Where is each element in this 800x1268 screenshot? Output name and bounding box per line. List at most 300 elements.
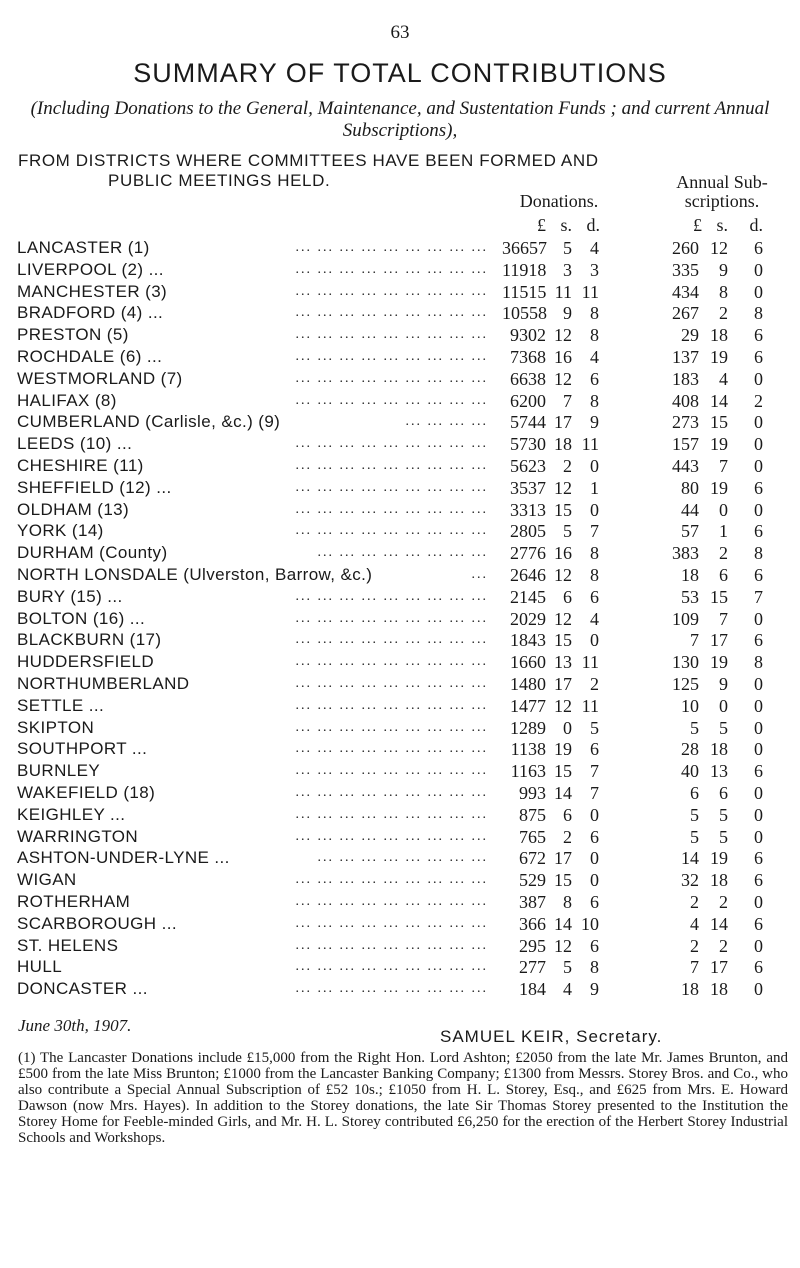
donations-header: Donations.: [519, 191, 599, 211]
donations-pence: 0: [590, 630, 599, 651]
donations-pounds: 6200: [510, 390, 546, 411]
table-row: [0, 826, 800, 848]
annual-pence: 6: [754, 957, 763, 978]
annual-shillings: 0: [719, 695, 728, 716]
donations-pence: 6: [590, 935, 599, 956]
table-row: [0, 738, 800, 760]
donations-pounds: 277: [519, 957, 546, 978]
donations-pounds: 2145: [510, 586, 546, 607]
annual-shillings: 18: [710, 870, 728, 891]
donations-pence: 6: [590, 892, 599, 912]
annual-shillings: 7: [719, 456, 728, 476]
donations-shillings: 15: [554, 761, 572, 782]
donations-pence: 7: [590, 521, 599, 542]
annual-pence: 0: [754, 935, 763, 956]
annual-pounds: 273: [672, 412, 699, 433]
donations-shillings: 5: [563, 238, 572, 258]
district-name: HALIFAX (8): [17, 390, 117, 410]
annual-shillings: 18: [710, 739, 728, 760]
annual-pence: 0: [754, 281, 763, 302]
district-name: WIGAN: [17, 870, 77, 890]
district-name: SHEFFIELD (12) ...: [17, 477, 172, 497]
leader-dots: ... ... ... ... ... ... ... ... ...: [295, 349, 488, 364]
donations-shillings: 19: [554, 739, 572, 760]
district-name: KEIGHLEY ...: [17, 804, 126, 824]
annual-shillings: 19: [710, 477, 728, 498]
annual-pence: 0: [754, 499, 763, 520]
leader-dots: ... ... ... ... ... ... ... ... ...: [295, 741, 488, 757]
annual-shillings: 17: [710, 957, 728, 978]
annual-pounds: 2: [690, 892, 699, 912]
annual-pounds: 434: [672, 281, 699, 302]
table-row: [0, 346, 800, 368]
district-name: DONCASTER ...: [17, 979, 148, 999]
annual-pence: 0: [754, 979, 763, 1000]
annual-pounds: 109: [672, 608, 699, 629]
district-name: WESTMORLAND (7): [17, 368, 183, 388]
table-row: [0, 586, 800, 608]
donations-shillings: 3: [563, 259, 572, 280]
annual-pounds: 53: [681, 586, 699, 607]
district-name: WAKEFIELD (18): [17, 783, 156, 802]
table-row: [0, 695, 800, 717]
annual-pound-unit: £: [693, 215, 702, 235]
donations-shillings: 16: [554, 347, 572, 367]
table-row: [0, 368, 800, 390]
district-name: BURNLEY: [17, 761, 101, 781]
table-row: [0, 455, 800, 477]
district-name: LEEDS (10) ...: [17, 434, 133, 454]
leader-dots: ... ... ... ... ... ... ... ... ...: [295, 676, 488, 691]
leader-dots: ... ... ... ... ... ... ... ... ...: [295, 697, 488, 713]
annual-subscriptions-header-line-2: scriptions.: [684, 191, 760, 211]
annual-shillings: 14: [710, 913, 728, 934]
table-row: [0, 760, 800, 782]
annual-shillings: 5: [719, 804, 728, 825]
annual-shillings: 1: [719, 521, 728, 542]
donations-shillings: 17: [554, 848, 572, 869]
annual-pence: 0: [754, 826, 763, 847]
donations-shillings: 12: [554, 477, 572, 498]
donations-pence: 1: [590, 477, 599, 498]
table-row: [0, 869, 800, 891]
annual-pounds: 5: [690, 804, 699, 825]
annual-pounds: 2: [690, 935, 699, 956]
donations-shillings: 2: [563, 826, 572, 847]
leader-dots: ... ... ... ... ... ... ... ... ...: [295, 632, 488, 648]
leader-dots: ... ... ... ... ... ... ... ... ...: [295, 458, 488, 473]
donations-pence: 8: [590, 565, 599, 585]
donations-shillings: 12: [554, 368, 572, 389]
district-name: CUMBERLAND (Carlisle, &c.) (9): [17, 412, 281, 432]
leader-dots: ... ... ... ... ... ... ... ... ...: [295, 588, 488, 604]
annual-shillings: 17: [710, 630, 728, 651]
donations-pence: 0: [590, 456, 599, 476]
district-name: ROCHDALE (6) ...: [17, 347, 163, 366]
donations-shillings: 5: [563, 957, 572, 978]
annual-pence: 6: [754, 347, 763, 367]
donations-pounds: 5744: [510, 412, 546, 433]
annual-pence: 6: [754, 848, 763, 869]
donations-pounds: 1289: [510, 717, 546, 738]
donations-pence: 4: [590, 347, 599, 367]
district-name: BLACKBURN (17): [17, 630, 162, 650]
annual-pounds: 4: [690, 913, 699, 934]
table-row: [0, 477, 800, 499]
leader-dots: ... ... ... ...: [405, 414, 488, 430]
annual-pounds: 10: [681, 695, 699, 716]
annual-pence: 6: [754, 870, 763, 891]
donations-pence: 0: [590, 804, 599, 825]
annual-pence: 0: [754, 456, 763, 476]
leader-dots: ... ... ... ... ... ... ... ... ...: [295, 261, 488, 277]
leader-dots: ... ... ... ... ... ... ... ... ...: [295, 392, 488, 408]
district-name: LIVERPOOL (2) ...: [17, 259, 164, 279]
table-row: [0, 891, 800, 913]
donations-pounds: 387: [519, 892, 546, 912]
donations-pence: 2: [590, 674, 599, 694]
annual-pence: 6: [754, 630, 763, 651]
annual-pounds: 383: [672, 543, 699, 564]
donations-pounds: 529: [519, 870, 546, 891]
annual-pounds: 125: [672, 674, 699, 694]
donations-pence: 5: [590, 717, 599, 738]
donations-shillings: 6: [563, 586, 572, 607]
donations-pounds: 184: [519, 979, 546, 1000]
leader-dots: ... ... ... ... ... ... ... ... ...: [295, 785, 488, 800]
donations-pounds: 1660: [510, 652, 546, 673]
intro-line-2: PUBLIC MEETINGS HELD.: [108, 171, 331, 190]
annual-pounds: 57: [681, 521, 699, 542]
annual-pence: 8: [754, 652, 763, 673]
donations-pence: 6: [590, 739, 599, 760]
donations-pence: 7: [590, 783, 599, 803]
annual-pence: 6: [754, 521, 763, 542]
donations-pence: 11: [581, 281, 599, 302]
donations-pounds: 2646: [510, 565, 546, 585]
annual-pence: 0: [754, 608, 763, 629]
annual-pence: 0: [754, 259, 763, 280]
table-row: [0, 935, 800, 957]
annual-subscriptions-header-line-1: Annual Sub-: [676, 172, 768, 192]
table-row: [0, 673, 800, 695]
donations-pence: 9: [590, 979, 599, 1000]
donations-pounds: 36657: [502, 238, 547, 258]
district-name: SOUTHPORT ...: [17, 739, 148, 759]
donations-pounds: 2776: [510, 543, 546, 564]
annual-shillings: 4: [719, 368, 728, 389]
district-name: MANCHESTER (3): [17, 281, 168, 301]
district-name: SKIPTON: [17, 717, 95, 737]
table-row: [0, 608, 800, 630]
annual-shillings: 9: [719, 674, 728, 694]
annual-shillings: 6: [719, 565, 728, 585]
donations-pounds: 1843: [510, 630, 546, 651]
leader-dots: ... ... ... ... ... ... ... ... ...: [295, 370, 488, 386]
donations-pence: 7: [590, 761, 599, 782]
page-subtitle: (Including Donations to the General, Maintenance, and Sustentation Funds ; and current Annual Subscriptions),: [30, 98, 770, 141]
donations-pounds: 1163: [510, 761, 546, 782]
donations-pounds: 993: [519, 783, 546, 803]
donations-shillings: 15: [554, 499, 572, 520]
annual-pounds: 267: [672, 303, 699, 324]
table-row: [0, 629, 800, 651]
donations-pounds: 366: [519, 913, 546, 934]
leader-dots: ... ... ... ... ... ... ... ... ...: [295, 501, 488, 517]
donations-shillings: 7: [563, 390, 572, 411]
donations-pounds: 875: [519, 804, 546, 825]
annual-pence: 6: [754, 761, 763, 782]
annual-pence: 2: [754, 390, 763, 411]
annual-pounds: 29: [681, 325, 699, 346]
annual-pounds: 18: [681, 979, 699, 1000]
annual-pence: 6: [754, 238, 763, 258]
annual-pounds: 44: [681, 499, 699, 520]
leader-dots: ... ... ... ... ... ... ... ... ...: [295, 937, 488, 953]
donations-pounds: 10558: [502, 303, 547, 324]
annual-pounds: 408: [672, 390, 699, 411]
annual-shillings: 2: [719, 935, 728, 956]
donations-pence: 4: [590, 238, 599, 258]
donations-pounds: 672: [519, 848, 546, 869]
donations-pence: 0: [590, 499, 599, 520]
donations-shillings: 15: [554, 630, 572, 651]
donations-shillings: 8: [563, 892, 572, 912]
annual-pounds: 5: [690, 826, 699, 847]
annual-pounds: 7: [690, 957, 699, 978]
annual-pence: 0: [754, 695, 763, 716]
annual-shillings: 7: [719, 608, 728, 629]
district-name: PRESTON (5): [17, 325, 129, 345]
donations-shillings: 12: [554, 935, 572, 956]
report-date: June 30th, 1907.: [18, 1016, 132, 1035]
donations-pounds: 2805: [510, 521, 546, 542]
district-name: YORK (14): [17, 521, 104, 541]
leader-dots: ... ... ... ... ... ... ... ... ...: [295, 283, 488, 299]
donations-pounds: 3537: [510, 477, 546, 498]
district-name: BRADFORD (4) ...: [17, 303, 164, 323]
donations-shillings: 0: [563, 717, 572, 738]
donations-pounds: 1477: [510, 695, 546, 716]
annual-pence: 0: [754, 892, 763, 912]
donations-pence-unit: d.: [586, 215, 600, 235]
table-row: [0, 978, 800, 1000]
district-name: SETTLE ...: [17, 695, 105, 715]
annual-shillings: 2: [719, 303, 728, 324]
annual-pence: 0: [754, 804, 763, 825]
annual-pounds: 183: [672, 368, 699, 389]
table-row: [0, 259, 800, 281]
district-name: HULL: [17, 957, 63, 977]
annual-shillings: 5: [719, 717, 728, 738]
donations-pence: 11: [581, 695, 599, 716]
donations-pence: 4: [590, 608, 599, 629]
annual-pounds: 32: [681, 870, 699, 891]
donations-pounds: 1480: [510, 674, 546, 694]
annual-pence: 6: [754, 325, 763, 346]
donations-pounds: 11918: [502, 259, 547, 280]
donations-pence: 8: [590, 303, 599, 324]
annual-pounds: 40: [681, 761, 699, 782]
district-name: LANCASTER (1): [17, 238, 150, 257]
donations-pound-unit: £: [537, 215, 546, 235]
annual-shillings: 5: [719, 826, 728, 847]
table-row: [0, 433, 800, 455]
annual-shillings: 19: [710, 434, 728, 455]
table-row: [0, 281, 800, 303]
leader-dots: ... ... ... ... ... ... ... ... ...: [295, 915, 488, 931]
annual-pounds: 7: [690, 630, 699, 651]
annual-shillings: 18: [710, 325, 728, 346]
district-name: ASHTON-UNDER-LYNE ...: [17, 848, 230, 868]
donations-shillings: 12: [554, 565, 572, 585]
donations-pounds: 5623: [510, 456, 546, 476]
district-name: BOLTON (16) ...: [17, 608, 146, 628]
table-row: [0, 237, 800, 259]
annual-shillings: 6: [719, 783, 728, 803]
district-name: WARRINGTON: [17, 826, 139, 846]
leader-dots: ... ... ... ... ... ... ... ...: [317, 850, 488, 866]
leader-dots: ... ... ... ... ... ... ... ... ...: [295, 305, 488, 321]
annual-shillings: 19: [710, 347, 728, 367]
donations-pounds: 9302: [510, 325, 546, 346]
donations-pounds: 5730: [510, 434, 546, 455]
page-number: 63: [390, 22, 410, 43]
annual-pence-unit: d.: [749, 215, 763, 235]
annual-shillings: 12: [710, 238, 728, 258]
district-name: HUDDERSFIELD: [17, 652, 155, 672]
annual-pounds: 80: [681, 477, 699, 498]
district-name: ST. HELENS: [17, 935, 119, 955]
leader-dots: ... ... ... ... ... ... ... ... ...: [295, 479, 488, 495]
donations-pence: 6: [590, 368, 599, 389]
donations-pounds: 6638: [510, 368, 546, 389]
donations-pounds: 295: [519, 935, 546, 956]
leader-dots: ... ... ... ... ... ... ... ... ...: [295, 654, 488, 670]
donations-pounds: 7368: [510, 347, 546, 367]
annual-pence: 8: [754, 543, 763, 564]
donations-pounds: 11515: [502, 281, 547, 302]
leader-dots: ... ... ... ... ... ... ... ... ...: [295, 240, 488, 255]
annual-shillings: 15: [710, 412, 728, 433]
table-row: [0, 542, 800, 564]
annual-pounds: 443: [672, 456, 699, 476]
donations-shillings: 18: [554, 434, 572, 455]
donations-pence: 0: [590, 870, 599, 891]
annual-shillings: 8: [719, 281, 728, 302]
donations-pence: 6: [590, 826, 599, 847]
annual-shillings: 9: [719, 259, 728, 280]
annual-pence: 0: [754, 368, 763, 389]
leader-dots: ... ... ... ... ... ... ... ... ...: [295, 719, 488, 735]
secretary-signature: SAMUEL KEIR, Secretary.: [440, 1027, 663, 1046]
annual-pounds: 28: [681, 739, 699, 760]
donations-shillings: 4: [563, 979, 572, 1000]
intro-line-1: FROM DISTRICTS WHERE COMMITTEES HAVE BEEN FORMED AND: [18, 151, 599, 170]
donations-shillings: 16: [554, 543, 572, 564]
annual-pence: 0: [754, 674, 763, 694]
annual-pounds: 260: [672, 238, 699, 258]
table-row: [0, 717, 800, 739]
annual-pounds: 5: [690, 717, 699, 738]
annual-pence: 0: [754, 739, 763, 760]
table-row: [0, 804, 800, 826]
annual-pence: 7: [754, 586, 763, 607]
donations-pence: 8: [590, 325, 599, 346]
district-name: ROTHERHAM: [17, 892, 131, 911]
table-row: [0, 782, 800, 804]
donations-pence: 10: [581, 913, 599, 934]
table-row: [0, 324, 800, 346]
donations-pounds: 2029: [510, 608, 546, 629]
donations-shillings: 14: [554, 783, 572, 803]
table-row: [0, 390, 800, 412]
annual-pounds: 6: [690, 783, 699, 803]
annual-pounds: 18: [681, 565, 699, 585]
annual-pounds: 335: [672, 259, 699, 280]
donations-pence: 3: [590, 259, 599, 280]
annual-pence: 0: [754, 434, 763, 455]
donations-shillings: 9: [563, 303, 572, 324]
annual-shillings: 15: [710, 586, 728, 607]
donations-pounds: 765: [519, 826, 546, 847]
page-title: SUMMARY OF TOTAL CONTRIBUTIONS: [133, 58, 667, 88]
annual-pounds: 157: [672, 434, 699, 455]
donations-shillings: 12: [554, 695, 572, 716]
annual-shillings: 0: [719, 499, 728, 520]
district-name: NORTHUMBERLAND: [17, 674, 190, 693]
donations-shillings: 12: [554, 325, 572, 346]
donations-shillings: 14: [554, 913, 572, 934]
annual-pounds: 14: [681, 848, 699, 869]
donations-shilling-unit: s.: [560, 215, 572, 235]
annual-pounds: 137: [672, 347, 699, 367]
district-name: NORTH LONSDALE (Ulverston, Barrow, &c.): [17, 565, 373, 584]
leader-dots: ... ... ... ... ... ... ... ... ...: [295, 523, 488, 539]
donations-shillings: 17: [554, 674, 572, 694]
annual-shillings: 2: [719, 543, 728, 564]
donations-pence: 6: [590, 586, 599, 607]
district-name: DURHAM (County): [17, 543, 168, 563]
leader-dots: ...: [471, 567, 488, 582]
donations-pence: 9: [590, 412, 599, 433]
annual-pence: 6: [754, 913, 763, 934]
district-name: SCARBOROUGH ...: [17, 913, 177, 933]
donations-pence: 11: [581, 652, 599, 673]
donations-shillings: 15: [554, 870, 572, 891]
leader-dots: ... ... ... ... ... ... ... ... ...: [295, 436, 488, 452]
donations-pounds: 1138: [510, 739, 546, 760]
table-row: [0, 913, 800, 935]
district-name: CHESHIRE (11): [17, 456, 144, 475]
annual-shilling-unit: s.: [716, 215, 728, 235]
table-row: [0, 956, 800, 978]
leader-dots: ... ... ... ... ... ... ... ...: [317, 545, 488, 561]
donations-shillings: 5: [563, 521, 572, 542]
annual-shillings: 18: [710, 979, 728, 1000]
table-row: [0, 847, 800, 869]
leader-dots: ... ... ... ... ... ... ... ... ...: [295, 327, 488, 343]
donations-shillings: 11: [554, 281, 572, 302]
donations-pence: 0: [590, 848, 599, 869]
donations-shillings: 6: [563, 804, 572, 825]
table-row: [0, 499, 800, 521]
table-row: [0, 520, 800, 542]
district-name: BURY (15) ...: [17, 586, 123, 606]
annual-pence: 0: [754, 717, 763, 738]
annual-shillings: 13: [710, 761, 728, 782]
donations-pence: 8: [590, 390, 599, 411]
